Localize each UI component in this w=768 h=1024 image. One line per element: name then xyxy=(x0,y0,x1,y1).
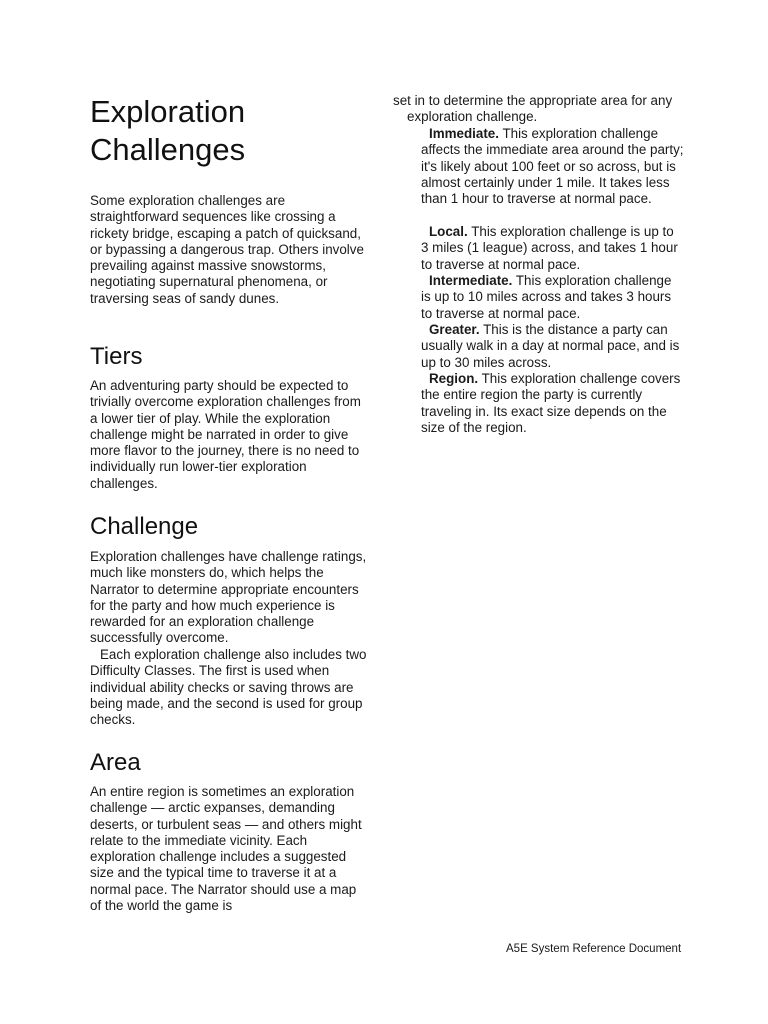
size-text: This exploration challenge covers the entire region the party is currently traveling in. Its exact size depends on the size of the region. xyxy=(421,371,681,435)
size-term: Intermediate. xyxy=(429,273,513,288)
page-title-line1: Exploration xyxy=(90,94,246,129)
size-text: This exploration challenge is up to 3 miles (1 league) across, and takes 1 hour to traverse at normal pace. xyxy=(421,224,678,272)
tiers-heading: Tiers xyxy=(90,343,143,370)
size-term: Region. xyxy=(429,371,479,386)
size-text: This is the distance a party can usually walk in a day at normal pace, and is up to 30 miles across. xyxy=(421,322,680,370)
area-paragraph: An entire region is sometimes an exploration challenge — arctic expanses, demanding deserts, or turbulent seas — and others might relate to the immediate vicinity. Each exploration challenge includes a suggested size and the typical time to traverse it at a normal pace. The Narrator should use a map of the world the game is xyxy=(90,784,362,914)
size-text: This exploration challenge is up to 10 miles across and takes 3 hours to traverse at normal pace. xyxy=(421,273,672,321)
area-paragraph-continued: set in to determine the appropriate area for any exploration challenge. xyxy=(393,93,673,125)
size-greater xyxy=(421,322,683,371)
size-text: This exploration challenge affects the immediate area around the party; it's likely about 100 feet or so across, but is almost certainly under 1 mile. It takes less than 1 hour to traverse at normal pace. xyxy=(421,126,684,207)
page-title xyxy=(90,93,245,169)
size-immediate xyxy=(407,126,697,207)
size-region xyxy=(421,371,683,436)
challenge-paragraph-2: Each exploration challenge also includes two Difficulty Classes. The first is used when individual ability checks or saving throws are being made, and the second is used for group checks. xyxy=(90,647,367,728)
size-term: Greater. xyxy=(429,322,480,337)
tiers-paragraph: An adventuring party should be expected to trivially overcome exploration challenges from a lower tier of play. While the exploration challenge might be narrated in order to give more flavor to the journey, there is no need to individually run lower-tier exploration challenges. xyxy=(90,378,361,491)
challenge-heading: Challenge xyxy=(90,513,199,540)
area-heading: Area xyxy=(90,749,141,776)
intro-paragraph: Some exploration challenges are straightforward sequences like crossing a rickety bridge, escaping a patch of quicksand, or bypassing a dangerous trap. Others involve prevailing against massive snowstorms, negotiating supernatural phenomena, or traversing seas of sandy dunes. xyxy=(90,193,364,306)
size-local xyxy=(421,224,683,273)
page-title-line2: Challenges xyxy=(90,132,246,167)
size-intermediate xyxy=(421,273,683,322)
challenge-paragraph-1: Exploration challenges have challenge ratings, much like monsters do, which helps the Narrator to determine appropriate encounters for the party and how much experience is rewarded for an exploration challenge successfully overcome. xyxy=(90,549,367,646)
page-footer: A5E System Reference Document xyxy=(506,943,682,955)
size-term: Local. xyxy=(429,224,468,239)
size-term: Immediate. xyxy=(429,126,499,141)
